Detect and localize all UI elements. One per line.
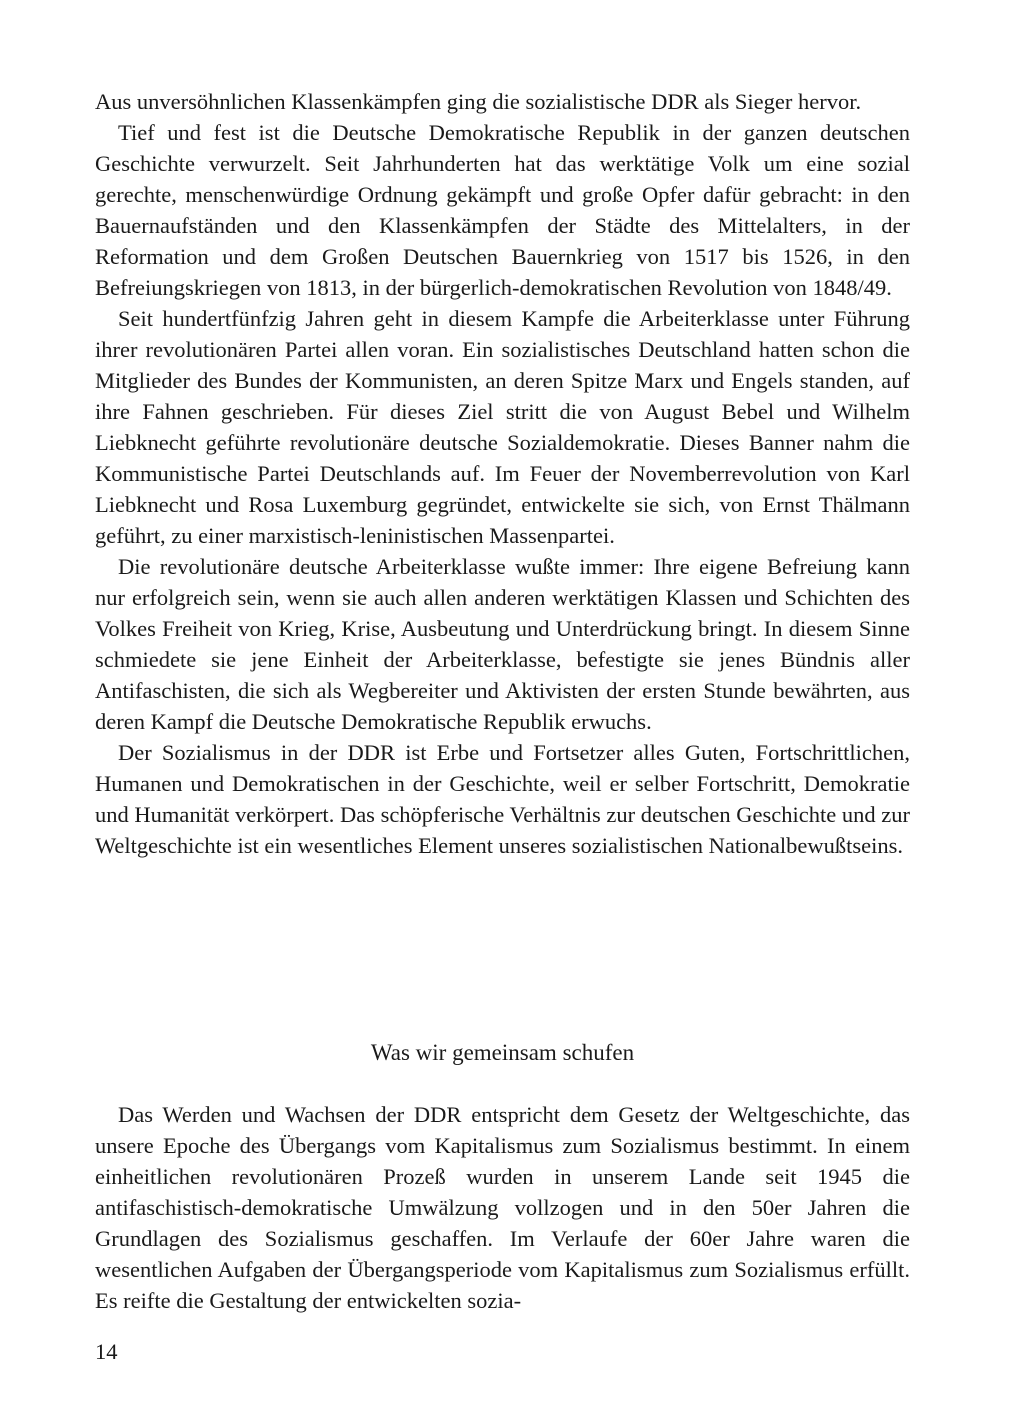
document-body	[95, 86, 910, 861]
paragraph-1: Aus unversöhnlichen Klassenkämpfen ging die sozialistische DDR als Sieger hervor.	[95, 89, 862, 114]
section-body	[95, 1099, 910, 1316]
paragraph-4: Die revolutionäre deutsche Arbeiterklasse wußte immer: Ihre eigene Befreiung kann nur erfolgreich sein, wenn sie auch allen anderen werktätigen Klassen und Schichten des Volkes Freiheit von Krieg, Krise, Ausbeutung und Unterdrückung bringt. In diesem Sinne schmiedete sie jene Einheit der Arbeiterklasse, befestigte sie jenes Bündnis aller Antifaschisten, die sich als Wegbereiter und Aktivisten der ersten Stunde bewährten, aus deren Kampf die Deutsche Demokratische Republik erwuchs.	[95, 554, 910, 734]
paragraph-3: Seit hundertfünfzig Jahren geht in diesem Kampfe die Arbeiterklasse unter Führung ihrer revolutionären Partei allen voran. Ein sozialistisches Deutschland hatten schon die Mitglieder des Bundes der Kommunisten, an deren Spitze Marx und Engels standen, auf ihre Fahnen geschrieben. Für dieses Ziel stritt die von August Bebel und Wilhelm Liebknecht geführte revolutionäre deutsche Sozialdemokratie. Dieses Banner nahm die Kommunistische Partei Deutschlands auf. Im Feuer der Novemberrevolution von Karl Liebknecht und Rosa Luxemburg gegründet, entwickelte sie sich, von Ernst Thälmann geführt, zu einer marxistisch-leninistischen Massenpartei.	[95, 306, 910, 548]
paragraph-5: Der Sozialismus in der DDR ist Erbe und Fortsetzer alles Guten, Fortschrittlichen, Humanen und Demokratischen in der Geschichte, weil er selber Fortschritt, Demokratie und Humanität verkörpert. Das schöpferische Verhältnis zur deutschen Geschichte und zur Weltgeschichte ist ein wesentliches Element unseres sozialistischen Nationalbewußtseins.	[95, 740, 910, 858]
paragraph-2: Tief und fest ist die Deutsche Demokratische Republik in der ganzen deutschen Geschichte verwurzelt. Seit Jahrhunderten hat das werktätige Volk um eine sozial gerechte, menschenwürdige Ordnung gekämpft und große Opfer dafür gebracht: in den Bauernaufständen und den Klassenkämpfen der Städte des Mittelalters, in der Reformation und dem Großen Deutschen Bauernkrieg von 1517 bis 1526, in den Befreiungskriegen von 1813, in der bürgerlich-demokratischen Revolution von 1848/49.	[95, 120, 910, 300]
page-number: 14	[95, 1339, 118, 1364]
section-paragraph-1: Das Werden und Wachsen der DDR entspricht dem Gesetz der Weltgeschichte, das unsere Epoche des Übergangs vom Kapitalismus zum Sozialismus bestimmt. In einem einheitlichen revolutionären Prozeß wurden in unserem Lande seit 1945 die antifaschistisch-demokratische Umwälzung vollzogen und in den 50er Jahren die Grundlagen des Sozialismus geschaffen. Im Verlaufe der 60er Jahre waren die wesentlichen Aufgaben der Übergangsperiode vom Kapitalismus zum Sozialismus erfüllt. Es reifte die Gestaltung der entwickelten sozia-	[95, 1102, 910, 1313]
section-heading: Was wir gemeinsam schufen	[370, 1040, 635, 1065]
section-heading-block	[95, 1037, 910, 1068]
